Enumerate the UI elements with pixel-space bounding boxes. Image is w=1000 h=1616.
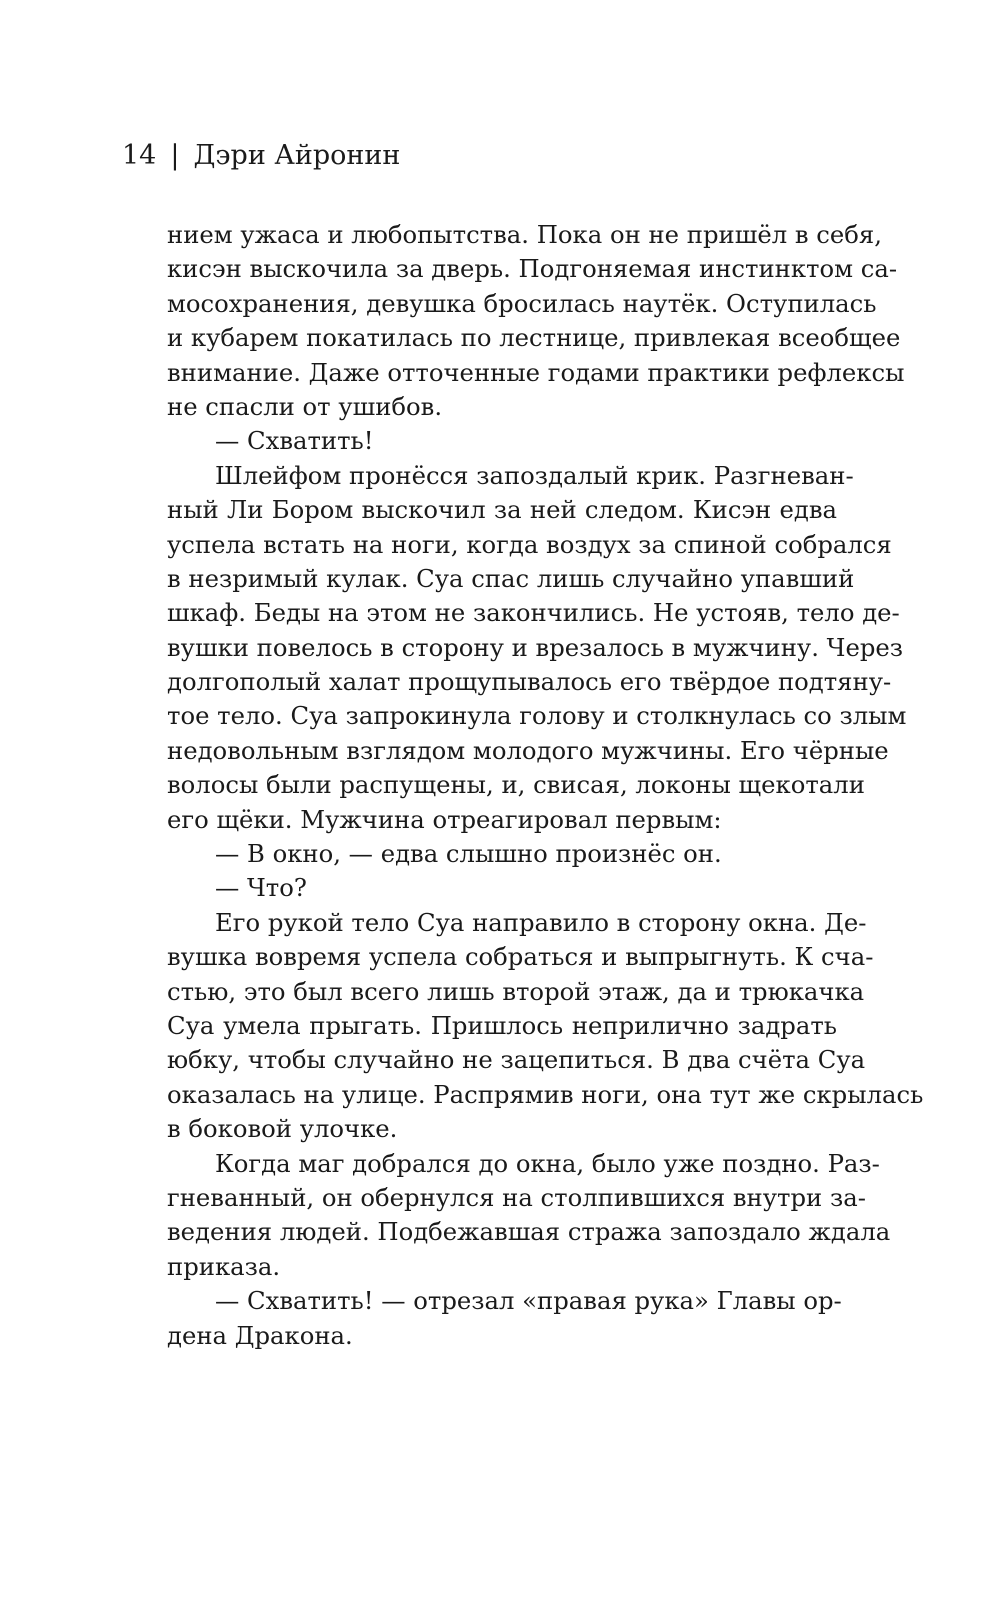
text-line: юбку, чтобы случайно не зацепиться. В два счёта Суа [167, 1045, 866, 1075]
text-line: в незримый кулак. Суа спас лишь случайно упавший [167, 563, 855, 593]
text-line: мосохранения, девушка бросилась наутёк. Оступилась [167, 288, 877, 318]
text-line: внимание. Даже отточенные годами практики рефлексы [167, 357, 905, 387]
text-line: приказа. [167, 1251, 281, 1281]
text-line: стью, это был всего лишь второй этаж, да и трюкачка [167, 976, 865, 1006]
text-line: не спасли от ушибов. [167, 391, 443, 421]
dialogue-line: — Схватить! [215, 426, 374, 456]
text-line: успела встать на ноги, когда воздух за спиной собрался [167, 529, 892, 559]
dialogue-line: — Схватить! — отрезал «правая рука» Главы ор- [215, 1286, 842, 1316]
dialogue-line: — Что? [215, 873, 307, 903]
text-line: нием ужаса и любопытства. Пока он не пришёл в себя, [167, 220, 882, 249]
text-line: тое тело. Суа запрокинула голову и столкнулась со злым [167, 701, 907, 731]
text-line: гневанный, он обернулся на столпившихся внутри за- [167, 1182, 866, 1212]
text-line: и кубарем покатилась по лестнице, привлекая всеобщее [167, 323, 901, 353]
text-line: вушка вовремя успела собраться и выпрыгнуть. К сча- [167, 942, 874, 972]
text-line: Когда маг добрался до окна, было уже поздно. Раз- [215, 1148, 880, 1178]
header-separator: | [170, 140, 180, 171]
body-text [167, 218, 924, 1353]
text-line: Суа умела прыгать. Пришлось неприлично задрать [167, 1010, 837, 1040]
text-line: шкаф. Беды на этом не закончились. Не устояв, тело де- [167, 598, 900, 628]
text-line: вушки повелось в сторону и врезалось в мужчину. Через [167, 632, 904, 662]
text-line: недовольным взглядом молодого мужчины. Его чёрные [167, 735, 889, 765]
page-number: 14 [122, 140, 157, 171]
text-line: дена Дракона. [167, 1320, 353, 1350]
author-name: Дэри Айронин [193, 140, 401, 171]
running-header [122, 136, 400, 176]
text-line: ный Ли Бором выскочил за ней следом. Кисэн едва [167, 495, 837, 525]
text-line: Шлейфом пронёсся запоздалый крик. Разгневан- [215, 460, 854, 490]
text-line: волосы были распущены, и, свисая, локоны щекотали [167, 770, 865, 800]
text-line: его щёки. Мужчина отреагировал первым: [167, 804, 722, 834]
text-line: оказалась на улице. Распрямив ноги, она тут же скрылась [167, 1079, 924, 1109]
text-line: Его рукой тело Суа направило в сторону окна. Де- [215, 907, 867, 937]
text-line: ведения людей. Подбежавшая стража запоздало ждала [167, 1217, 891, 1247]
text-line: кисэн выскочила за дверь. Подгоняемая инстинктом са- [167, 254, 898, 284]
text-line: долгополый халат прощупывалось его твёрдое подтяну- [167, 667, 892, 697]
text-line: в боковой улочке. [167, 1114, 398, 1144]
dialogue-line: — В окно, — едва слышно произнёс он. [215, 839, 722, 869]
